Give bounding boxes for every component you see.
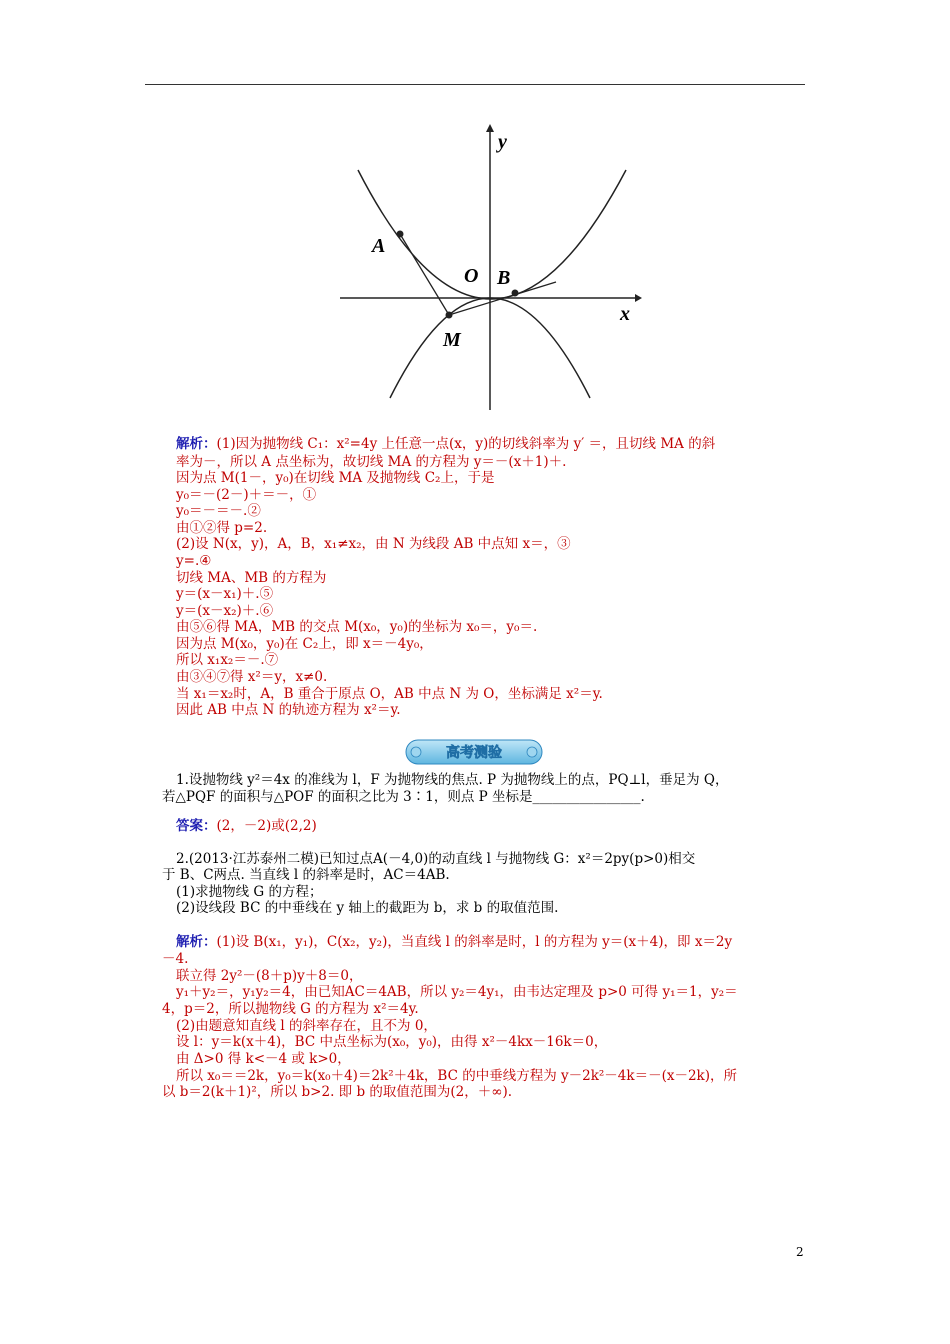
- solution-text: 4，p＝2，所以抛物线 G 的方程为 x²＝4y.: [162, 1001, 419, 1017]
- tangent-ma: [400, 234, 449, 315]
- solution-text: 当 x₁＝x₂时，A，B 重合于原点 O，AB 中点 N 为 O，坐标满足 x²＝y.: [176, 686, 603, 702]
- solution2-line: [162, 1001, 419, 1018]
- solution1-line: [176, 702, 401, 719]
- answer-label: 答案：: [176, 818, 217, 834]
- solution1-line: [176, 536, 571, 553]
- problem1-answer: [176, 818, 317, 835]
- solution1-line: [176, 586, 273, 603]
- solution-text: y₁＋y₂＝，y₁y₂＝4，由已知AC＝4AB，所以 y₂＝4y₁，由韦达定理及 p>0 可得 y₁＝1，y₂＝: [176, 984, 738, 1000]
- solution-text: 由 Δ>0 得 k<－4 或 k>0，: [176, 1051, 351, 1067]
- solution-text: y＝(x－x₂)＋.⑥: [176, 603, 274, 619]
- solution-text: 因为点 M(1－，y₀)在切线 MA 及抛物线 C₂上，于是: [176, 470, 495, 486]
- banner-graphic: [404, 737, 544, 767]
- x-axis-arrow: [635, 294, 642, 302]
- solution-text: －4.: [162, 951, 189, 967]
- label-o: O: [464, 265, 479, 287]
- solution1-line: [176, 553, 211, 570]
- solution2-line: [176, 1051, 351, 1068]
- solution2-line: [176, 968, 363, 985]
- solution2-line: [176, 1018, 437, 1035]
- solution2-line: [162, 1084, 512, 1101]
- problem2-line: 于 B、C两点. 当直线 l 的斜率是时，AC＝4AB.: [162, 867, 450, 883]
- solution1-line: [176, 603, 273, 620]
- point-a: [397, 231, 404, 238]
- solution2-line: [176, 934, 732, 951]
- solution-text: 因为点 M(x₀，y₀)在 C₂上，即 x＝－4y₀，: [176, 636, 433, 652]
- problem1-line1: 1.设抛物线 y²＝4x 的准线为 l，F 为抛物线的焦点. P 为抛物线上的点，PQ⊥l，垂足为 Q，: [176, 772, 729, 788]
- answer-text: (2，－2)或(2,2): [216, 818, 317, 834]
- solution-text: y₀＝－(2－)＋＝－，①: [176, 487, 317, 503]
- solution1-line: [176, 619, 537, 636]
- page-number: 2: [796, 1245, 804, 1259]
- solution2-line: [162, 951, 188, 968]
- label-y: y: [498, 131, 507, 153]
- solution1-line: [176, 669, 327, 686]
- solution-label: 解析：: [176, 436, 217, 452]
- solution-text: y＝(x－x₁)＋.⑤: [176, 586, 274, 602]
- solution-text: 率为－，所以 A 点坐标为，故切线 MA 的方程为 y＝－(x＋1)＋.: [176, 454, 567, 470]
- label-a: A: [372, 235, 386, 257]
- problem2-line: (2)设线段 BC 的中垂线在 y 轴上的截距为 b，求 b 的取值范围.: [176, 900, 559, 916]
- solution-text: 所以 x₀＝＝2k，y₀＝k(x₀＋4)＝2k²＋4k，BC 的中垂线方程为 y－2k²－4k＝－(x－2k)，所: [176, 1068, 737, 1084]
- solution1-line: [176, 686, 603, 703]
- label-m: M: [443, 329, 461, 351]
- solution1-line: [176, 436, 715, 453]
- solution-text: (1)因为抛物线 C₁：x²=4y 上任意一点(x，y)的切线斜率为 y′ ＝，且切线 MA 的斜: [216, 436, 716, 452]
- point-b: [512, 290, 519, 297]
- solution-text: (2)由题意知直线 l 的斜率存在，且不为 0，: [176, 1018, 437, 1034]
- point-m: [446, 312, 453, 319]
- label-b: B: [497, 267, 511, 289]
- solution-text: y=.④: [176, 553, 212, 569]
- header-rule: [145, 84, 805, 85]
- solution1-line: [176, 503, 261, 520]
- solution-text: (1)设 B(x₁，y₁)，C(x₂，y₂)，当直线 l 的斜率是时，l 的方程为 y＝(x＋4)，即 x＝2y: [216, 934, 733, 950]
- solution1-line: [176, 570, 326, 587]
- problem2-line: (1)求抛物线 G 的方程；: [176, 884, 323, 900]
- y-axis-arrow: [486, 124, 494, 132]
- solution1-line: [176, 636, 433, 653]
- solution-label: 解析：: [176, 934, 217, 950]
- solution-text: 设 l：y＝k(x＋4)，BC 中点坐标为(x₀，y₀)，由得 x²－4kx－16k＝0，: [176, 1034, 608, 1050]
- parabola-figure: [330, 118, 650, 418]
- solution2-line: [176, 984, 738, 1001]
- solution1-line: [176, 652, 278, 669]
- parabola-diagram: [330, 118, 650, 418]
- solution-text: 切线 MA、MB 的方程为: [176, 570, 327, 586]
- solution-text: 联立得 2y²－(8＋p)y＋8＝0，: [176, 968, 363, 984]
- solution-text: 由⑤⑥得 MA，MB 的交点 M(x₀，y₀)的坐标为 x₀＝，y₀＝.: [176, 619, 538, 635]
- label-x: x: [620, 303, 630, 325]
- solution2-line: [176, 1068, 737, 1085]
- solution-text: 由③④⑦得 x²＝y，x≠0.: [176, 669, 328, 685]
- problem2-line: 2.(2013·江苏泰州二模)已知过点A(－4,0)的动直线 l 与抛物线 G：x²＝2py(p>0)相交: [176, 851, 696, 867]
- solution2-line: [176, 1034, 607, 1051]
- problem1-line2: 若△PQF 的面积与△POF 的面积之比为 3∶1，则点 P 坐标是________________.: [162, 789, 645, 805]
- solution-text: (2)设 N(x，y)，A，B，x₁≠x₂，由 N 为线段 AB 中点知 x＝，③: [176, 536, 571, 552]
- solution-text: y₀＝－＝－.②: [176, 503, 261, 519]
- solution-text: 所以 x₁x₂＝－.⑦: [176, 652, 279, 668]
- solution-text: 由①②得 p=2.: [176, 520, 268, 536]
- solution1-line: [176, 470, 494, 487]
- solution1-line: [176, 454, 566, 471]
- exam-test-banner: [404, 737, 544, 767]
- solution1-line: [176, 520, 267, 537]
- solution-text: 因此 AB 中点 N 的轨迹方程为 x²＝y.: [176, 702, 401, 718]
- banner-text: 高考测验: [446, 745, 502, 761]
- solution-text: 以 b＝2(k＋1)²，所以 b>2. 即 b 的取值范围为(2，＋∞).: [162, 1084, 513, 1100]
- solution1-line: [176, 487, 316, 504]
